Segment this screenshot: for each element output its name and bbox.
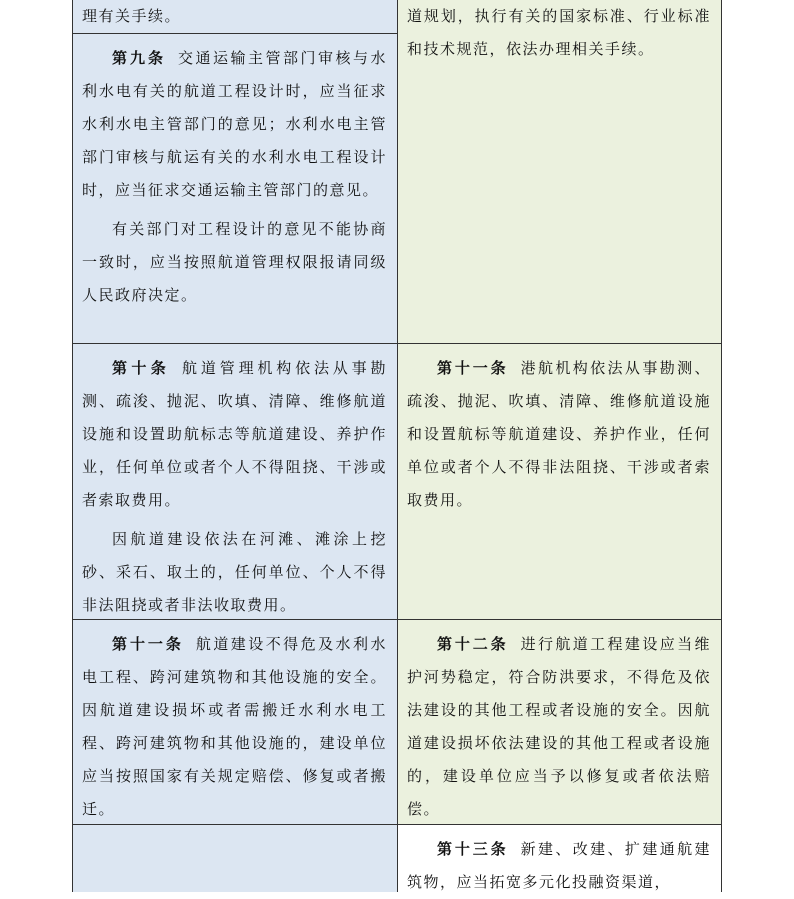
left-cell bbox=[72, 352, 397, 622]
right-cell bbox=[397, 0, 721, 66]
clause-paragraph bbox=[407, 352, 711, 517]
clause-text: 有关部门对工程设计的意见不能协商一致时，应当按照航道管理权限报请同级人民政府决定。 bbox=[82, 220, 387, 304]
clause-text: 新建、改建、扩建通航建筑物，应当拓宽多元化投融资渠道， bbox=[407, 840, 711, 891]
clause-paragraph bbox=[82, 42, 387, 207]
clause-paragraph bbox=[407, 628, 711, 826]
article-number: 第十三条 bbox=[437, 840, 509, 858]
article-number: 第十条 bbox=[112, 359, 171, 377]
clause-paragraph bbox=[82, 213, 387, 312]
article-number: 第九条 bbox=[112, 49, 166, 67]
clause-text: 道规划，执行有关的国家标准、行业标准和技术规范，依法办理相关手续。 bbox=[407, 7, 711, 58]
left-cell bbox=[72, 42, 397, 312]
comparison-table bbox=[72, 0, 722, 892]
article-number: 第十一条 bbox=[112, 635, 184, 653]
row-divider bbox=[72, 343, 722, 344]
clause-paragraph bbox=[82, 352, 387, 517]
clause-text: 航道管理机构依法从事勘测、疏浚、抛泥、吹填、清障、维修航道设施和设置助航标志等航道建设、养护作业，任何单位或者个人不得阻挠、干涉或者索取费用。 bbox=[82, 359, 387, 509]
clause-text: 航道建设不得危及水利水电工程、跨河建筑物和其他设施的安全。因航道建设损坏或者需搬迁水利水电工程、跨河建筑物和其他设施的，建设单位应当按照国家有关规定赔偿、修复或者搬迁。 bbox=[82, 635, 387, 818]
clause-text: 交通运输主管部门审核与水利水电有关的航道工程设计时，应当征求水利水电主管部门的意见；水利水电主管部门审核与航运有关的水利水电工程设计时，应当征求交通运输主管部门的意见。 bbox=[82, 49, 387, 199]
clause-paragraph bbox=[407, 833, 711, 899]
right-cell bbox=[397, 833, 721, 899]
article-number: 第十一条 bbox=[437, 359, 509, 377]
row-divider bbox=[72, 33, 397, 34]
table-border-right bbox=[721, 0, 722, 892]
left-cell bbox=[72, 628, 397, 826]
clause-text: 因航道建设依法在河滩、滩涂上挖砂、采石、取土的，任何单位、个人不得非法阻挠或者非法收取费用。 bbox=[82, 530, 387, 614]
clause-text: 港航机构依法从事勘测、疏浚、抛泥、吹填、清障、维修航道设施和设置航标等航道建设、养护作业，任何单位或者个人不得非法阻挠、干涉或者索取费用。 bbox=[407, 359, 711, 509]
article-number: 第十二条 bbox=[437, 635, 509, 653]
right-cell bbox=[397, 628, 721, 826]
clause-text: 进行航道工程建设应当维护河势稳定，符合防洪要求，不得危及依法建设的其他工程或者设施的安全。因航道建设损坏依法建设的其他工程或者设施的，建设单位应当予以修复或者依法赔偿。 bbox=[407, 635, 711, 818]
clause-paragraph bbox=[82, 628, 387, 826]
right-cell bbox=[397, 352, 721, 517]
clause-paragraph bbox=[82, 523, 387, 622]
left-cell bbox=[72, 0, 397, 33]
clause-text: 理有关手续。 bbox=[82, 7, 182, 25]
